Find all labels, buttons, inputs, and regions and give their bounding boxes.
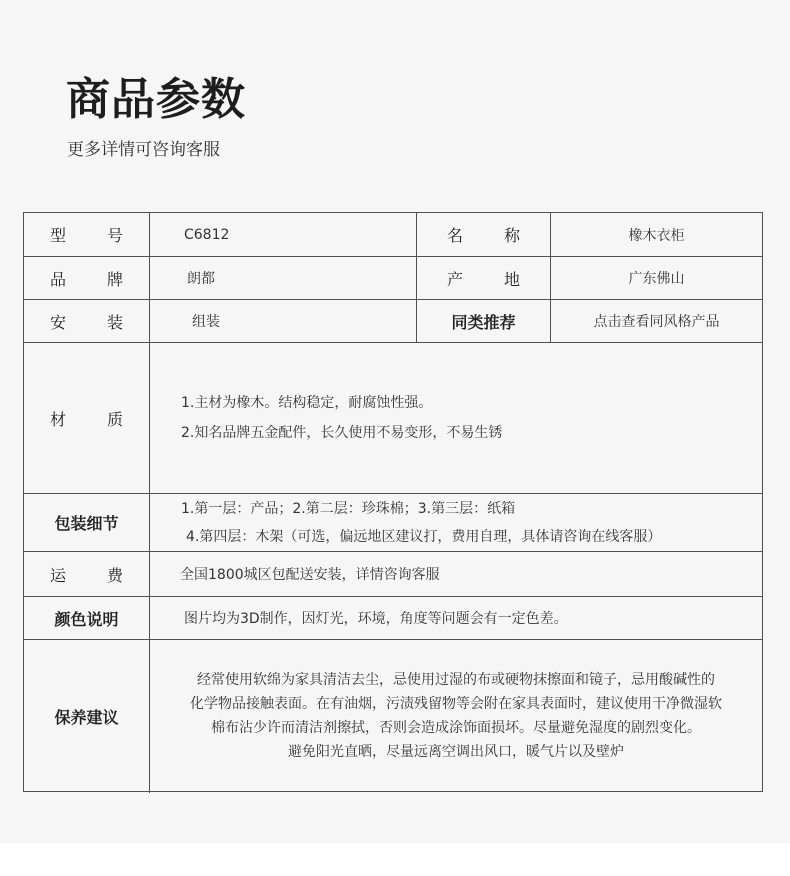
product-spec-table xyxy=(23,212,763,792)
name-value: 橡木衣柜 xyxy=(628,227,685,244)
brand-value: 朗都 xyxy=(187,271,215,287)
similar-products-link[interactable]: 点击查看同风格产品 xyxy=(593,314,720,330)
material-value xyxy=(181,343,761,493)
packaging-label: 包装细节 xyxy=(54,514,119,533)
install-value: 组装 xyxy=(192,314,220,330)
shipping-label: 运 费 xyxy=(49,565,142,585)
material-label: 材 质 xyxy=(49,409,142,429)
care-line: 避免阳光直晒，尽量远离空调出风口，暖气片以及壁炉 xyxy=(288,744,624,760)
packaging-line: 4.第四层：木架（可选，偏远地区建议打，费用自理，具体请咨询在线客服） xyxy=(186,528,662,545)
material-line: 2.知名品牌五金配件，长久使用不易变形，不易生锈 xyxy=(181,425,503,441)
care-line: 经常使用软绵为家具清洁去尘，忌使用过湿的布或硬物抹擦面和镜子，忌用酸碱性的 xyxy=(197,672,715,688)
care-line: 化学物品接触表面。在有油烟，污渍残留物等会附在家具表面时，建议使用干净微湿软 xyxy=(190,696,722,712)
model-label: 型 号 xyxy=(49,226,142,245)
care-label: 保养建议 xyxy=(54,707,119,727)
name-label: 名 称 xyxy=(446,226,539,245)
material-line: 1.主材为橡木。结构稳定，耐腐蚀性强。 xyxy=(181,395,433,411)
brand-label: 品 牌 xyxy=(49,269,142,289)
color-label: 颜色说明 xyxy=(54,609,119,629)
shipping-value: 全国1800城区包配送安装，详情咨询客服 xyxy=(180,567,440,583)
care-line: 棉布沾少许而清洁剂擦拭，否则会造成涂饰面损坏。尽量避免湿度的剧烈变化。 xyxy=(211,720,701,736)
origin-value: 广东佛山 xyxy=(628,271,685,287)
packaging-value xyxy=(181,494,761,551)
page-title: 商品参数 xyxy=(66,74,246,125)
model-value: C6812 xyxy=(184,226,230,243)
page-subtitle: 更多详情可咨询客服 xyxy=(67,140,220,160)
care-value xyxy=(150,640,762,792)
packaging-line: 1.第一层：产品；2.第二层：珍珠棉；3.第三层：纸箱 xyxy=(181,500,516,517)
bottom-band xyxy=(0,843,790,876)
color-value: 图片均为3D制作，因灯光，环境，角度等问题会有一定色差。 xyxy=(184,611,568,627)
install-label: 安 装 xyxy=(49,312,142,332)
origin-label: 产 地 xyxy=(446,269,539,289)
similar-label: 同类推荐 xyxy=(451,312,516,332)
